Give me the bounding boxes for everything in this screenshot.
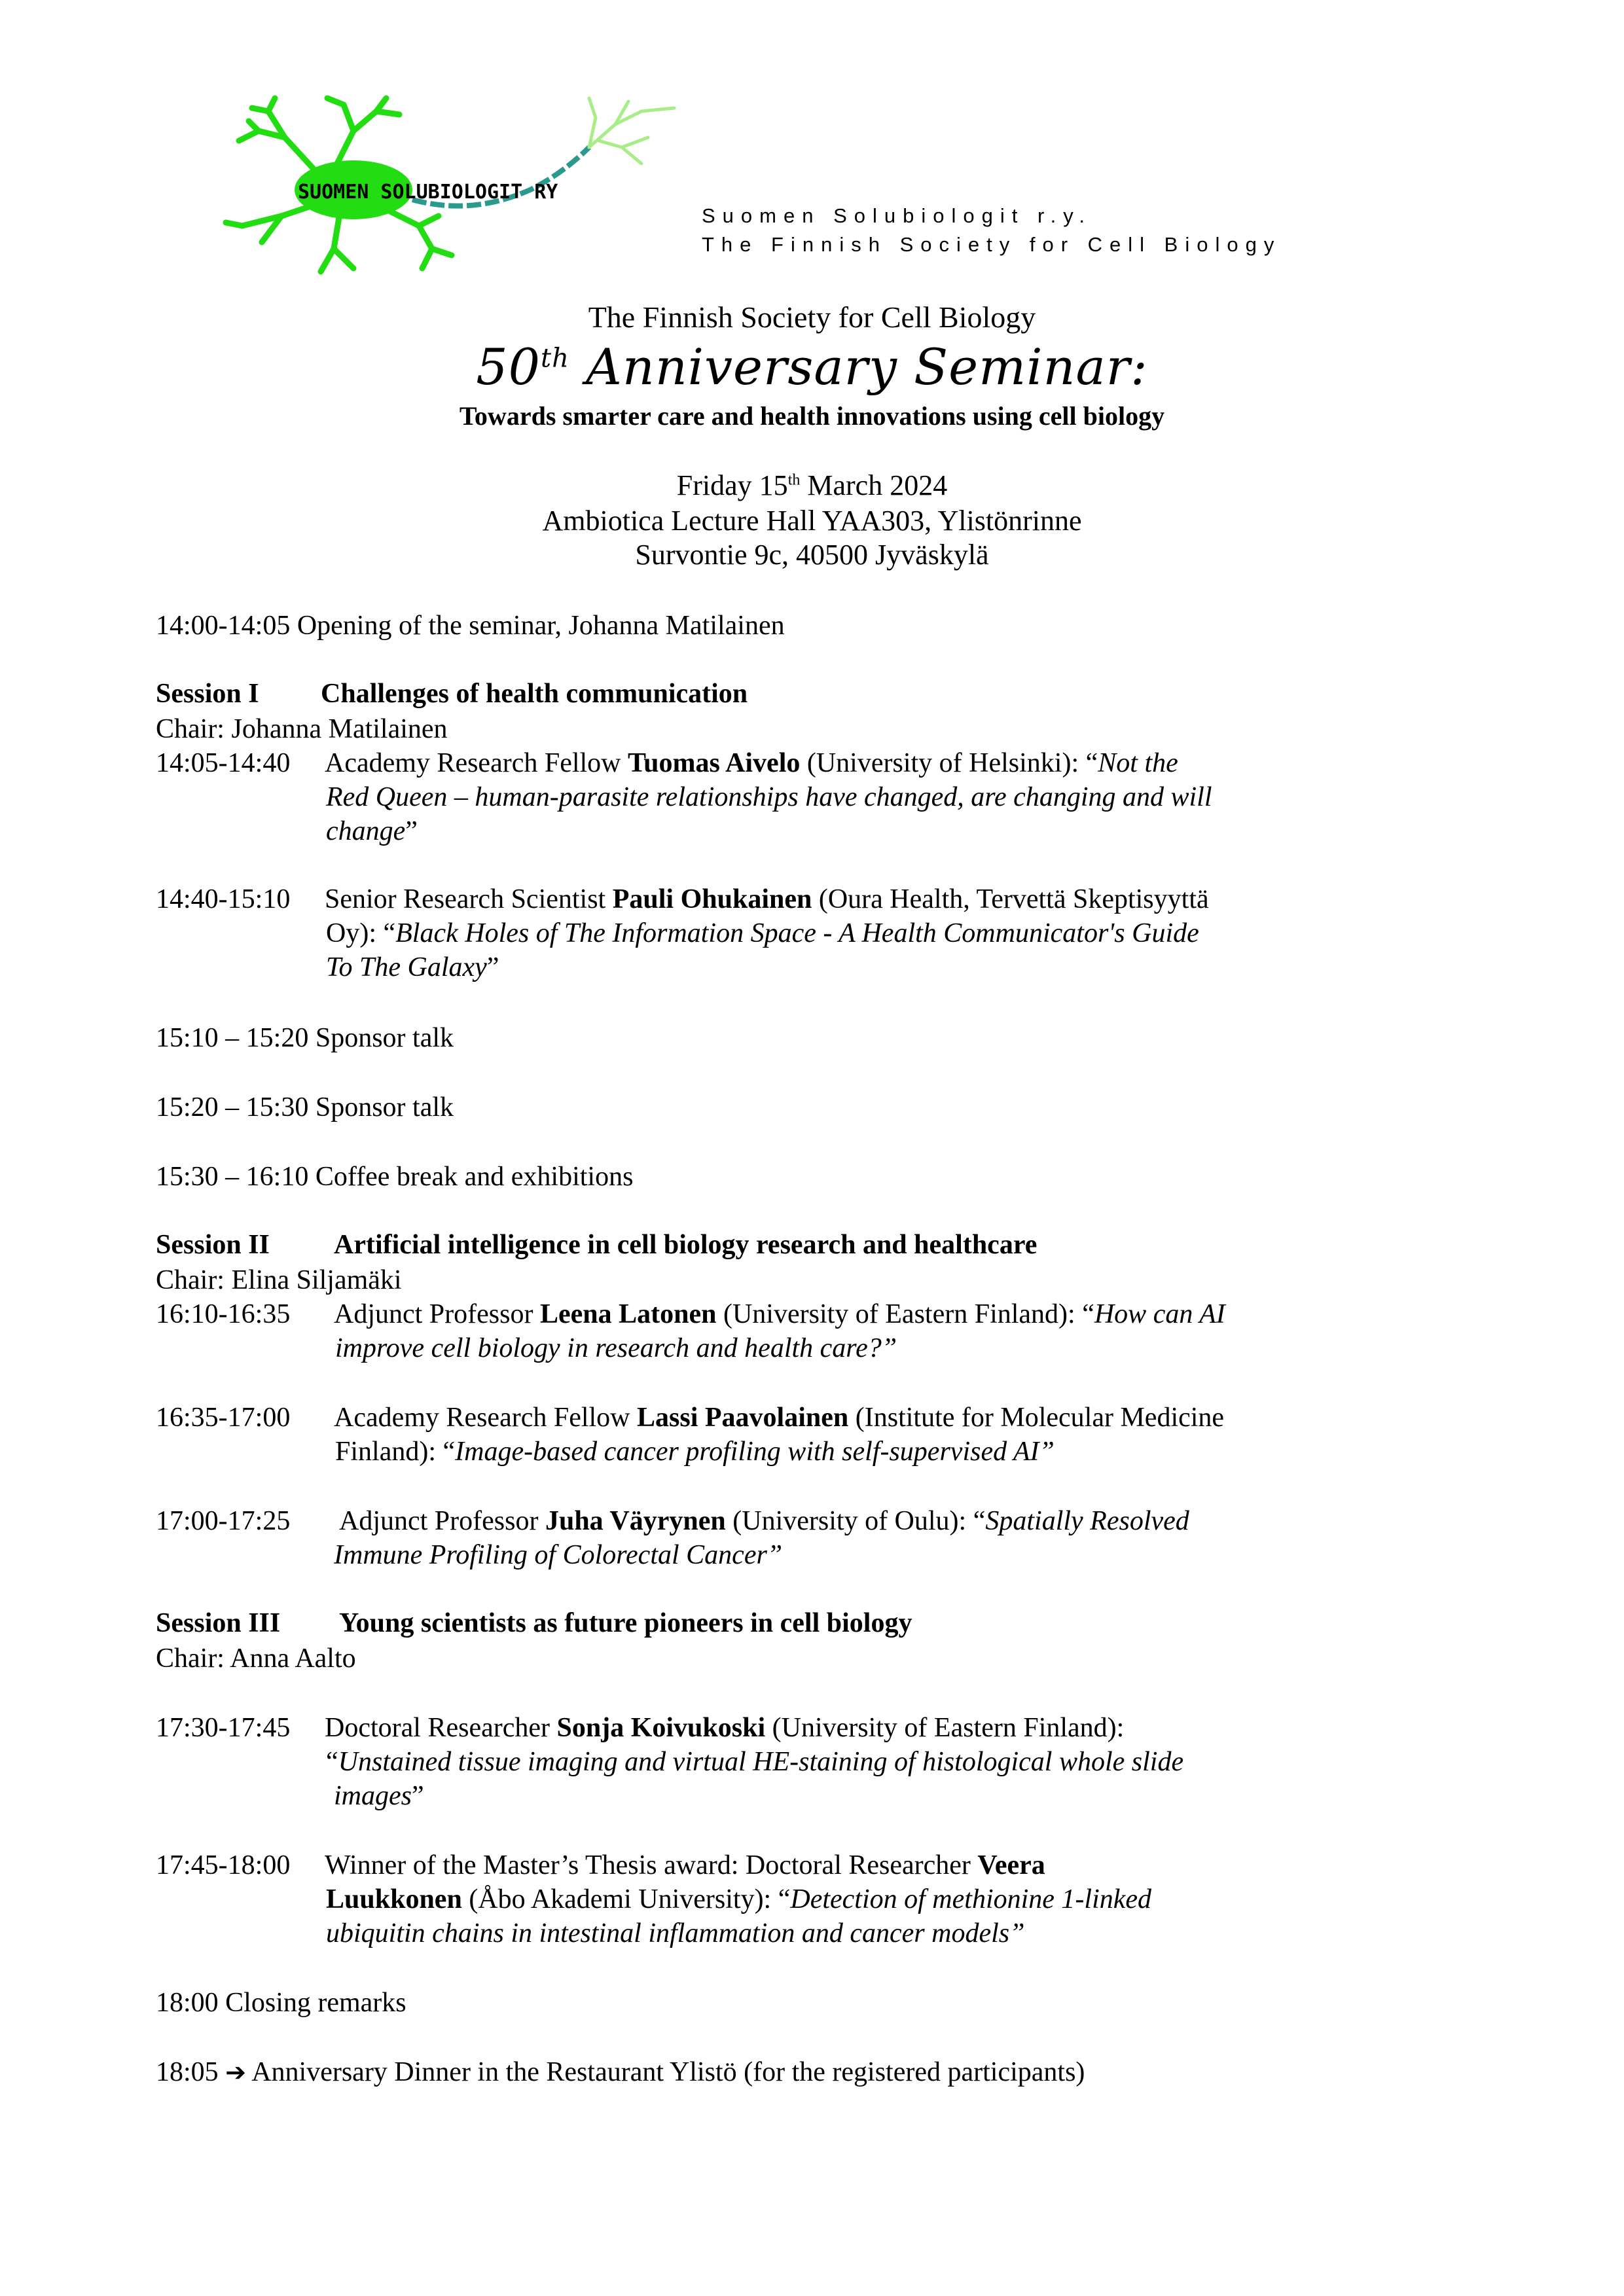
society-heading: The Finnish Society for Cell Biology [588, 300, 1036, 334]
talk-affiliation: (University of Eastern Finland): “ [716, 1299, 1094, 1329]
talk-affiliation: (University of Oulu): “ [725, 1506, 986, 1536]
talk-line [334, 1779, 1320, 1813]
session-2-label: Session II [156, 1230, 270, 1260]
date-day: Friday 15 [676, 469, 788, 501]
session-3-heading [156, 1607, 912, 1639]
session-3-talk-2 [156, 1848, 1334, 1953]
talk-title: change [326, 816, 406, 846]
talk-affiliation: (University of Helsinki): “ [800, 748, 1098, 778]
talk-title: Immune Profiling of Colorectal Cancer” [334, 1540, 783, 1570]
talk-role: Winner of the Master’s Thesis award: Doctoral Researcher [325, 1850, 978, 1880]
quote-mark: ” [412, 1781, 424, 1811]
date-month-year: March 2024 [800, 469, 948, 501]
talk-affiliation: (Institute for Molecular Medicine [848, 1403, 1225, 1433]
talk-affiliation: (Oura Health, Tervettä Skeptisyyttä [812, 884, 1209, 914]
society-logo [223, 92, 681, 281]
dinner-time: 18:05 [156, 2057, 226, 2087]
talk-title: Spatially Resolved [985, 1506, 1189, 1536]
talk-line [335, 1435, 1329, 1469]
talk-line [325, 882, 1320, 916]
talk-title: improve cell biology in research and health care?” [335, 1333, 897, 1363]
session-1-chair: Chair: Johanna Matilainen [156, 714, 448, 744]
sponsor-talk-2: 15:20 – 15:30 Sponsor talk [156, 1092, 454, 1122]
talk-title: Not the [1098, 748, 1178, 778]
talk-time: 14:05-14:40 [156, 748, 291, 778]
talk-role: Adjunct Professor [339, 1506, 545, 1536]
opening-item: 14:00-14:05 Opening of the seminar, Johanna Matilainen [156, 611, 785, 641]
talk-role: Senior Research Scientist [325, 884, 613, 914]
talk-title: Black Holes of The Information Space - A Health Communicator's Guide [395, 918, 1199, 948]
quote-mark: “ [326, 1747, 338, 1777]
talk-title: Detection of methionine 1-linked [790, 1884, 1152, 1914]
logo-text: SUOMEN SOLUBIOLOGIT RY [298, 181, 558, 204]
talk-affiliation: Finland): “ [335, 1437, 456, 1467]
talk-role: Academy Research Fellow [325, 748, 628, 778]
talk-line [325, 746, 1320, 780]
talk-title: Red Queen – human-parasite relationships have changed, are changing and will [326, 782, 1212, 812]
coffee-break: 15:30 – 16:10 Coffee break and exhibitions [156, 1162, 634, 1192]
session-3-label: Session III [156, 1608, 281, 1638]
talk-title: Unstained tissue imaging and virtual HE-staining of histological whole slide [338, 1747, 1184, 1777]
session-3-title: Young scientists as future pioneers in cell biology [339, 1608, 912, 1638]
talk-line [334, 1297, 1329, 1331]
talk-line [326, 814, 1320, 848]
session-2-chair: Chair: Elina Siljamäki [156, 1265, 402, 1295]
session-1-talk-1 [156, 746, 1334, 851]
talk-line [326, 950, 1320, 984]
session-1-heading [156, 678, 748, 709]
title-ordinal: th [541, 343, 569, 374]
talk-line [325, 1711, 1320, 1745]
event-address: Survontie 9c, 40500 Jyväskylä [635, 539, 989, 571]
quote-mark: ” [405, 816, 418, 846]
talk-time: 17:00-17:25 [156, 1506, 291, 1536]
speaker-name: Leena Latonen [539, 1299, 717, 1329]
speaker-name: Juha Väyrynen [545, 1506, 726, 1536]
quote-mark: ” [486, 952, 499, 982]
anniversary-dinner [156, 2055, 1085, 2089]
talk-title: Image-based cancer profiling with self-supervised AI” [455, 1437, 1055, 1467]
talk-time: 16:10-16:35 [156, 1299, 291, 1329]
event-date [0, 469, 1624, 502]
speaker-name: Lassi Paavolainen [637, 1403, 849, 1433]
title-number: 50 [476, 338, 541, 396]
session-1-talk-2 [156, 882, 1334, 987]
talk-affiliation: (Åbo Akademi University): “ [461, 1884, 791, 1914]
seminar-subtitle: Towards smarter care and health innovations using cell biology [459, 401, 1165, 431]
org-name-english: The Finnish Society for Cell Biology [702, 233, 1282, 256]
speaker-name: Sonja Koivukoski [556, 1713, 766, 1743]
session-2-talk-3 [156, 1504, 1334, 1576]
talk-title: images [334, 1781, 412, 1811]
org-name-block [702, 202, 1281, 259]
session-3-chair: Chair: Anna Aalto [156, 1643, 356, 1674]
speaker-name: Veera [977, 1850, 1045, 1880]
talk-title: How can AI [1094, 1299, 1225, 1329]
talk-affiliation: (University of Eastern Finland): [765, 1713, 1125, 1743]
talk-title: To The Galaxy [326, 952, 487, 982]
org-name-finnish: Suomen Solubiologit r.y. [702, 204, 1092, 227]
title-text: Anniversary Seminar: [569, 338, 1148, 396]
speaker-name: Pauli Ohukainen [612, 884, 812, 914]
talk-line [326, 1745, 1320, 1779]
talk-line [326, 780, 1320, 814]
talk-line [334, 1401, 1329, 1435]
talk-role: Adjunct Professor [334, 1299, 540, 1329]
talk-line [326, 1882, 1320, 1916]
dinner-text: Anniversary Dinner in the Restaurant Ylistö (for the registered participants) [246, 2057, 1085, 2087]
talk-time: 17:45-18:00 [156, 1850, 291, 1880]
talk-time: 17:30-17:45 [156, 1713, 291, 1743]
sponsor-talk-1: 15:10 – 15:20 Sponsor talk [156, 1023, 454, 1053]
speaker-name: Tuomas Aivelo [628, 748, 801, 778]
talk-role: Doctoral Researcher [325, 1713, 557, 1743]
talk-role: Academy Research Fellow [334, 1403, 638, 1433]
talk-line [339, 1504, 1334, 1538]
closing-remarks: 18:00 Closing remarks [156, 1988, 406, 2018]
talk-time: 14:40-15:10 [156, 884, 291, 914]
talk-line [326, 916, 1320, 950]
session-1-label: Session I [156, 679, 259, 709]
session-1-title: Challenges of health communication [321, 679, 748, 709]
session-3-talk-1 [156, 1711, 1334, 1816]
session-2-heading [156, 1229, 1038, 1261]
talk-line [335, 1331, 1329, 1365]
talk-line [326, 1916, 1320, 1950]
talk-time: 16:35-17:00 [156, 1403, 291, 1433]
session-2-talk-1 [156, 1297, 1334, 1369]
talk-line [325, 1848, 1320, 1882]
session-2-talk-2 [156, 1401, 1334, 1473]
arrow-right-icon: ➔ [225, 2058, 247, 2087]
session-2-title: Artificial intelligence in cell biology research and healthcare [334, 1230, 1038, 1260]
date-ordinal: th [787, 471, 801, 489]
seminar-title [0, 338, 1624, 396]
speaker-name: Luukkonen [326, 1884, 462, 1914]
event-venue: Ambiotica Lecture Hall YAA303, Ylistönrinne [542, 505, 1082, 537]
talk-title: ubiquitin chains in intestinal inflammation and cancer models” [326, 1918, 1025, 1948]
talk-affiliation: Oy): “ [326, 918, 396, 948]
talk-line [334, 1538, 1334, 1572]
